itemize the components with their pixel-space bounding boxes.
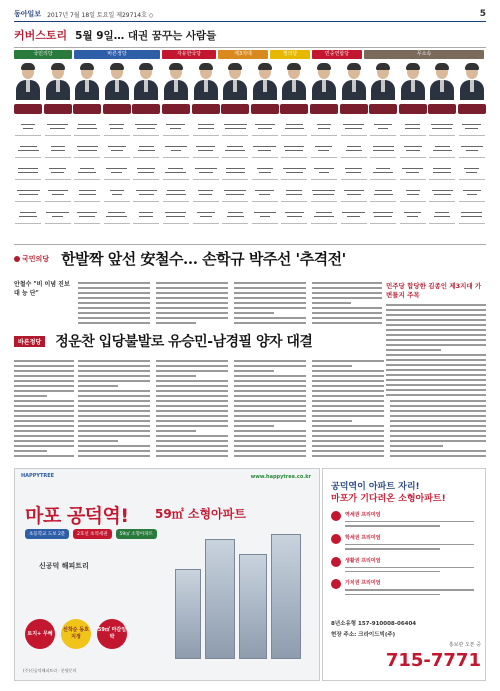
candidate-photo	[44, 62, 72, 100]
page-number: 5	[479, 9, 486, 19]
article-1-col-4	[312, 282, 382, 327]
lede-text: 안철수 "비 이념 진보대 능 단"	[14, 281, 70, 297]
candidate-photo	[340, 62, 368, 100]
ad-promo-circle: 59㎡ 마감임박	[97, 619, 127, 649]
candidate-name-plate	[162, 104, 190, 114]
ad-brand-logo: HAPPYTREE	[21, 473, 55, 479]
candidate-photo	[14, 62, 42, 100]
ad-right-info-2: 현장 주소: 크라이드빅(주)	[331, 632, 396, 638]
section-subtitle: 5월 9일… 대권 꿈꾸는 사람들	[75, 29, 217, 42]
ad-feature-pill: 초등학교 도보 2분	[25, 529, 69, 539]
candidate-profile	[103, 118, 131, 230]
candidate-photo	[399, 62, 427, 100]
candidate-profile	[399, 118, 427, 230]
section-tag: 커버스토리	[14, 29, 68, 42]
article-2-col-3	[156, 360, 228, 460]
candidate-name-plate	[399, 104, 427, 114]
candidate-profile	[251, 118, 279, 230]
candidate-name-plate	[310, 104, 338, 114]
candidate-photo	[280, 62, 308, 100]
candidate-profiles	[14, 118, 486, 234]
sidebar-box	[386, 282, 486, 392]
ad-headline: 마포 공덕역!	[25, 505, 129, 527]
ad-headline-sub: 59㎡ 소형아파트	[155, 507, 246, 521]
party-label: 바른정당	[74, 50, 160, 59]
candidate-photo	[458, 62, 486, 100]
candidate-profile	[192, 118, 220, 230]
feature-bullet-icon	[331, 579, 341, 589]
ad-promo-circle: 토지+ 무혜	[25, 619, 55, 649]
candidate-profile	[132, 118, 160, 230]
party-label: 민중연합당	[312, 50, 362, 59]
article-1-col-2	[156, 282, 228, 327]
section-header	[14, 27, 486, 43]
candidate-name-plate	[340, 104, 368, 114]
candidate-band	[14, 47, 486, 233]
sidebar-title: 민주당 합당한 김종인 제3지대 가변틀지 주목	[386, 282, 482, 299]
candidate-photo	[369, 62, 397, 100]
candidate-photos	[14, 62, 486, 102]
ad-url[interactable]: www.happytree.co.kr	[250, 474, 311, 480]
candidate-photo	[162, 62, 190, 100]
article-2-col-2	[78, 360, 150, 460]
candidate-name-plate	[428, 104, 456, 114]
candidate-profile	[458, 118, 486, 230]
ad-promo-circle: 선착순 동호지정	[61, 619, 91, 649]
ad-right-feature-list	[331, 511, 481, 602]
candidate-name-plate	[280, 104, 308, 114]
headline-2-badge: 바른정당	[14, 336, 45, 347]
article-2-col-4	[234, 360, 306, 460]
candidate-name-plate	[369, 104, 397, 114]
ad-mapo-info[interactable]	[322, 468, 486, 681]
ad-complex-name: 신공덕 해피트리	[39, 562, 89, 570]
headline-2-title: 정운찬 입당불발로 유승민-남경필 양자 대결	[55, 334, 313, 350]
candidate-names	[14, 104, 486, 116]
party-label: 자유한국당	[162, 50, 216, 59]
article-2-col-1	[14, 360, 74, 460]
candidate-photo	[221, 62, 249, 100]
ad-footer-text: (주)신공덕해피트리 · 분양문의	[23, 668, 77, 673]
party-labels	[14, 50, 486, 60]
candidate-profile	[340, 118, 368, 230]
sidebar-body	[386, 304, 486, 396]
candidate-photo	[103, 62, 131, 100]
party-label: 정의당	[270, 50, 310, 59]
date-line: 2017년 7월 18일 토요일 제29714호 ◇	[47, 12, 154, 19]
article-1-col-1	[78, 282, 150, 327]
candidate-photo	[192, 62, 220, 100]
candidate-profile	[14, 118, 42, 230]
ad-right-phone[interactable]: 715-7771	[385, 650, 481, 671]
article-2-col-6	[390, 400, 486, 460]
ad-right-feature: 생활권 프리미엄	[331, 557, 481, 573]
candidate-name-plate	[44, 104, 72, 114]
feature-bullet-icon	[331, 511, 341, 521]
feature-bullet-icon	[331, 557, 341, 567]
candidate-profile	[73, 118, 101, 230]
ad-right-phone-label: 홍보관 오픈 중	[448, 642, 481, 648]
candidate-name-plate	[221, 104, 249, 114]
feature-bullet-icon	[331, 534, 341, 544]
candidate-profile	[369, 118, 397, 230]
headline-2	[14, 330, 384, 352]
candidate-profile	[44, 118, 72, 230]
candidate-photo	[132, 62, 160, 100]
candidate-name-plate	[458, 104, 486, 114]
candidate-name-plate	[103, 104, 131, 114]
party-logo-icon	[14, 256, 20, 262]
paper-logo: 동아일보	[14, 10, 42, 18]
ad-right-contact	[331, 619, 481, 671]
headline-1-title: 한발짝 앞선 安철수… 손학규 박주선 '추격전'	[61, 250, 346, 268]
candidate-photo	[73, 62, 101, 100]
masthead	[14, 8, 486, 22]
candidate-profile	[428, 118, 456, 230]
ad-feature-pill: 59㎡ 소형아파트	[116, 529, 157, 539]
building-illustration	[165, 529, 315, 659]
ad-right-feature: 학세권 프리미엄	[331, 534, 481, 550]
party-logo: 국민의당	[14, 254, 49, 264]
candidate-name-plate	[192, 104, 220, 114]
ad-right-feature: 가치권 프리미엄	[331, 579, 481, 595]
headline-1	[14, 244, 486, 268]
candidate-photo	[310, 62, 338, 100]
ad-right-title: 공덕역이 아파트 자리! 마포가 기다려온 소형아파트!	[331, 482, 446, 504]
ad-right-info-1: 8년소유형 157-910008-06404	[331, 621, 417, 627]
party-label: 무소속	[364, 50, 484, 59]
party-label: 국민의당	[14, 50, 72, 59]
lede-block	[14, 280, 74, 298]
candidate-name-plate	[132, 104, 160, 114]
candidate-photo	[251, 62, 279, 100]
ad-feature-pills	[25, 529, 157, 539]
ad-feature-pill: 2호선 초역세권	[73, 529, 111, 539]
candidate-name-plate	[251, 104, 279, 114]
candidate-name-plate	[14, 104, 42, 114]
candidate-profile	[280, 118, 308, 230]
article-1-col-3	[234, 282, 306, 327]
candidate-profile	[310, 118, 338, 230]
candidate-name-plate	[73, 104, 101, 114]
article-2-col-5	[312, 360, 384, 460]
ad-mapo-apartment[interactable]	[14, 468, 320, 681]
party-label: 제3지대	[218, 50, 268, 59]
candidate-photo	[428, 62, 456, 100]
ad-right-feature: 역세권 프리미엄	[331, 511, 481, 527]
candidate-profile	[162, 118, 190, 230]
candidate-profile	[221, 118, 249, 230]
